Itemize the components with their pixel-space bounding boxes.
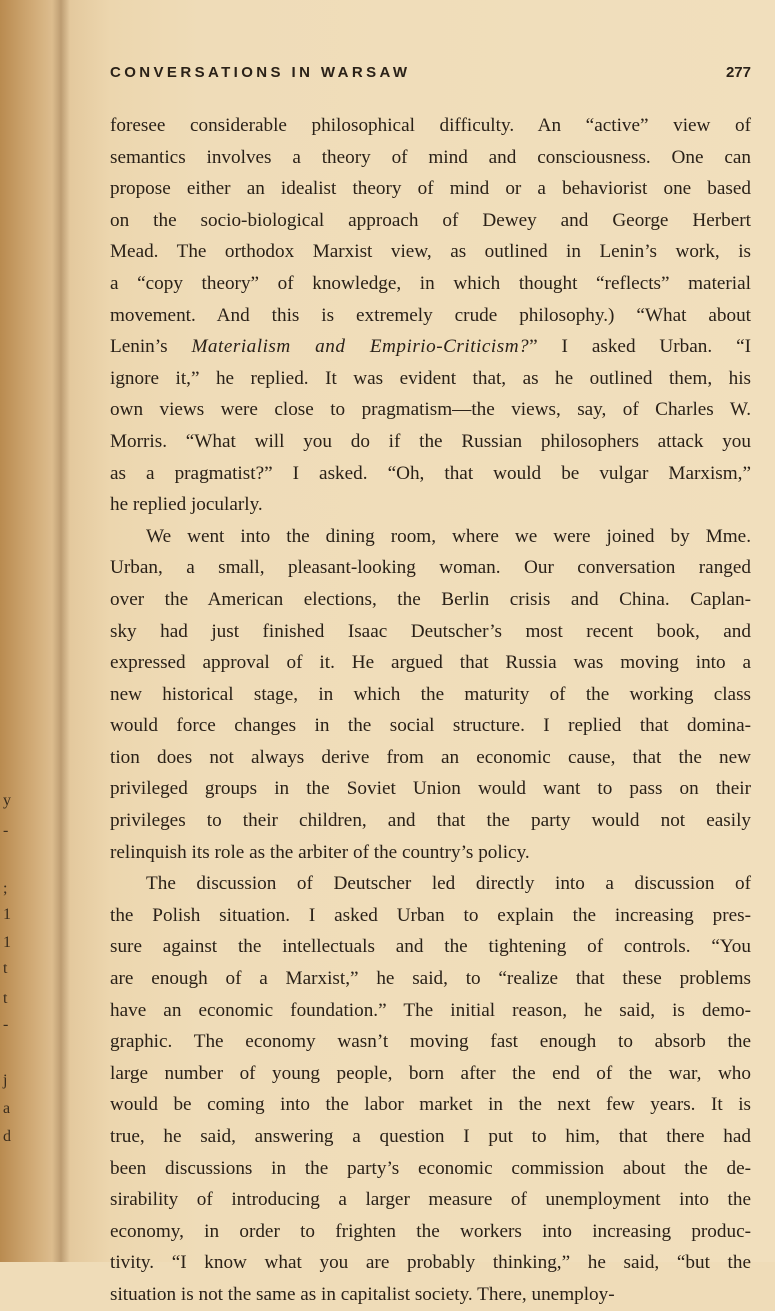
text-line: privileged groups in the Soviet Union would want to pass on their [110,778,751,800]
text-line: sure against the intellectuals and the tightening of controls. “You [110,936,751,958]
text-line: would force changes in the social structure. I replied that domina- [110,715,751,737]
margin-mark: y [3,792,11,809]
margin-mark: - [3,822,9,839]
text-line: The discussion of Deutscher led directly into a discussion of [146,873,751,895]
text-line: been discussions in the party’s economic commission about the de- [110,1157,751,1179]
text-line: new historical stage, in which the maturity of the working class [110,683,751,705]
facing-page-edge [0,0,20,1262]
text-line: tion does not always derive from an economic cause, that the new [110,746,751,768]
text-line: sky had just finished Isaac Deutscher’s most recent book, and [110,620,751,642]
margin-mark: 1 [3,906,11,923]
margin-mark: a [3,1100,11,1117]
paragraph [110,110,751,521]
text-line: relinquish its role as the arbiter of the country’s policy. [110,841,530,863]
text-line: own views were close to pragmatism—the views, say, of Charles W. [110,399,751,421]
text-line: he replied jocularly. [110,494,263,516]
text-line: would be coming into the labor market in the next few years. It is [110,1094,751,1116]
book-title: Materialism and Empirio-Criticism? [191,336,530,358]
text-line: true, he said, answering a question I put to him, that there had [110,1126,751,1147]
text-line: are enough of a Marxist,” he said, to “realize that these problems [110,968,751,990]
body-text [110,110,751,1311]
text-line: expressed approval of it. He argued that Russia was moving into a [110,652,751,674]
text-line: have an economic foundation.” The initial reason, he said, is demo- [110,999,751,1021]
text-line: economy, in order to frighten the workers into increasing produc- [110,1220,751,1242]
text-line: privileges to their children, and that the party would not easily [110,810,751,832]
text-line: over the American elections, the Berlin crisis and China. Caplan- [110,588,751,610]
margin-mark: - [3,1016,9,1033]
text-line: large number of young people, born after the end of the war, who [110,1062,751,1084]
text-line: Morris. “What will you do if the Russian philosophers attack you [110,430,751,452]
text-line: semantics involves a theory of mind and consciousness. One can [110,146,751,168]
text-line: ignore it,” he replied. It was evident that, as he outlined them, his [110,367,751,389]
margin-mark: ; [3,880,8,897]
page-header [110,64,751,81]
paragraph [110,521,751,869]
margin-mark: j [3,1072,8,1089]
text-line: the Polish situation. I asked Urban to explain the increasing pres- [110,904,751,926]
gutter-shadow [52,0,70,1262]
text-line: on the socio-biological approach of Dewey and George Herbert [110,209,751,231]
text-line: We went into the dining room, where we were joined by Mme. [146,525,751,547]
paragraph [110,868,751,1310]
text-line: tivity. “I know what you are probably thinking,” he said, “but the [110,1252,751,1274]
margin-mark: 1 [3,934,11,951]
text-line: propose either an idealist theory of mind or a behaviorist one based [110,178,751,200]
text-line: foresee considerable philosophical difficulty. An “active” view of [110,115,751,136]
page-number: 277 [725,64,751,81]
text-line: a “copy theory” of knowledge, in which thought “reflects” material [110,272,751,294]
text-line: Lenin’s Materialism and Empirio-Criticism?” I asked Urban. “I [110,336,751,358]
text-line: as a pragmatist?” I asked. “Oh, that would be vulgar Marxism,” [110,462,751,484]
text-line: graphic. The economy wasn’t moving fast enough to absorb the [110,1031,751,1053]
text-line: sirability of introducing a larger measure of unemployment into the [110,1189,751,1211]
margin-mark: d [3,1128,11,1145]
text-line: movement. And this is extremely crude philosophy.) “What about [110,304,751,326]
text-line: Mead. The orthodox Marxist view, as outlined in Lenin’s work, is [110,241,751,263]
margin-mark: t [3,960,8,977]
running-head: CONVERSATIONS IN WARSAW [110,64,411,81]
text-line: situation is not the same as in capitalist society. There, unemploy- [110,1283,615,1305]
margin-mark: t [3,990,8,1007]
text-line: Urban, a small, pleasant-looking woman. Our conversation ranged [110,557,751,579]
